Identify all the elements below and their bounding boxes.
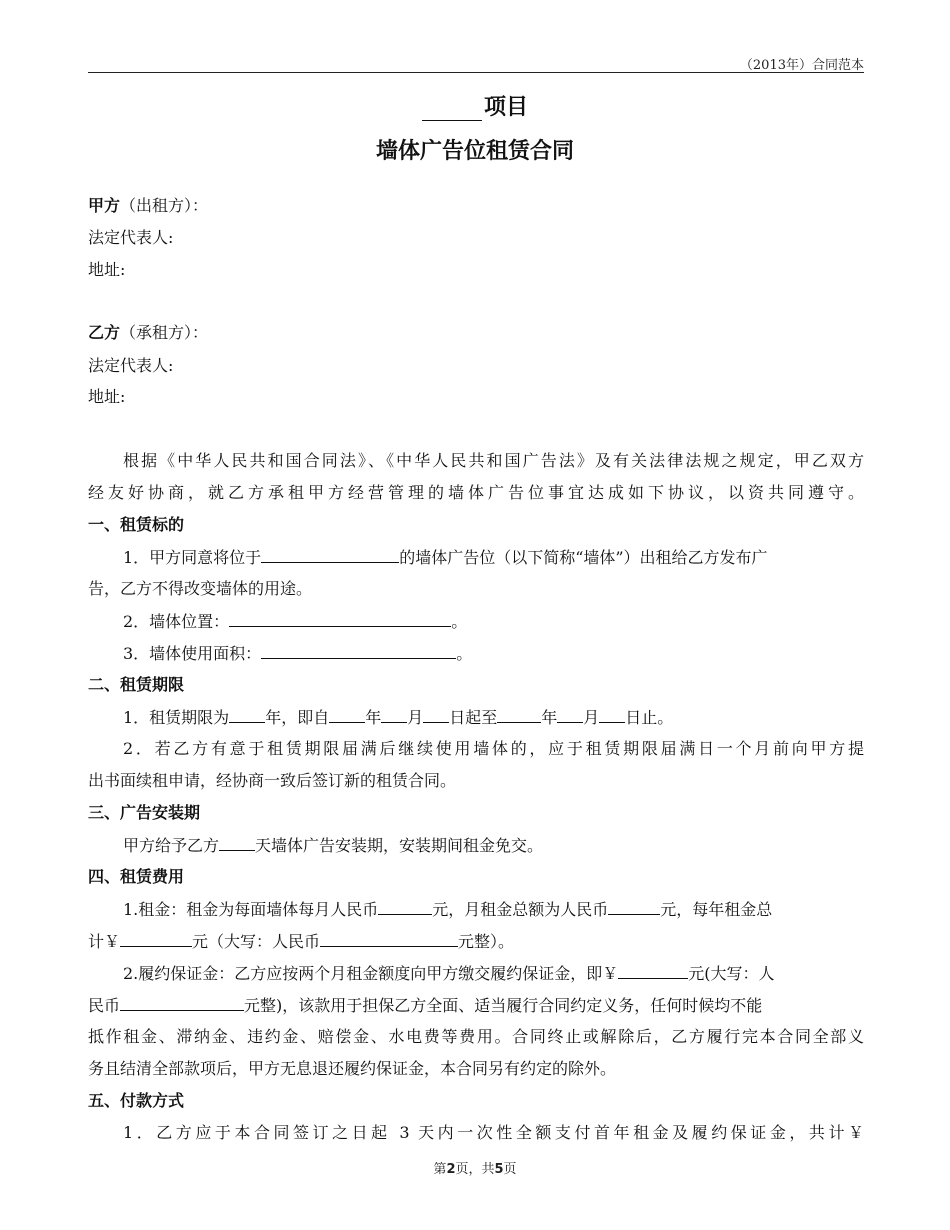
annual-rent-words-blank[interactable] (320, 931, 458, 947)
location-blank[interactable] (261, 547, 399, 563)
party-a-label: 甲方（出租方）： (88, 196, 209, 215)
monthly-rent-per-wall-blank[interactable] (378, 899, 432, 915)
page-number: 2 (446, 1162, 456, 1177)
title-line2: 墙体广告位租赁合同 (375, 139, 574, 164)
s1-clause1-line1: 1．甲方同意将位于 的墙体广告位（以下简称“墙体”）出租给乙方发布广 (123, 548, 768, 567)
monthly-rent-total-blank[interactable] (608, 899, 660, 915)
end-day-blank[interactable] (599, 707, 625, 723)
s1-clause2: 2．墙体位置： 。 (123, 612, 468, 631)
wall-position-blank[interactable] (229, 611, 451, 627)
s5-clause1: 1．乙方应于本合同签订之日起 3 天内一次性全额支付首年租金及履约保证金，共计￥ (123, 1123, 864, 1142)
party-b-rep: 法定代表人: (88, 356, 174, 375)
s4-clause2-line2: 民币 元整)，该款用于担保乙方全面、适当履行合同约定义务，任何时候均不能 (88, 996, 763, 1015)
s2-clause2-line2: 出书面续租申请，经协商一致后签订新的租赁合同。 (88, 771, 457, 790)
start-day-blank[interactable] (423, 707, 449, 723)
s2-clause2-line1: 2．若乙方有意于租赁期限届满后继续使用墙体的，应于租赁期限届满日一个月前向甲方提 (123, 739, 864, 758)
party-a-addr: 地址: (88, 260, 126, 279)
party-b-label: 乙方（承租方）： (88, 323, 209, 342)
header-text: （2013年）合同范本 (739, 58, 864, 73)
section3-heading: 三、广告安装期 (88, 803, 201, 822)
annual-rent-blank[interactable] (120, 931, 192, 947)
party-b-addr: 地址: (88, 387, 126, 406)
deposit-amount-blank[interactable] (618, 963, 688, 979)
s4-clause2-line1: 2.履约保证金：乙方应按两个月租金额度向甲方缴交履约保证金，即￥ 元(大写：人 (123, 964, 775, 983)
section2-heading: 二、租赁期限 (88, 675, 185, 694)
wall-area-blank[interactable] (261, 643, 456, 659)
deposit-words-blank[interactable] (120, 995, 244, 1011)
term-years-blank[interactable] (229, 707, 265, 723)
title-blank (422, 100, 482, 121)
preamble-line1: 根据《中华人民共和国合同法》、《中华人民共和国广告法》及有关法律法规之规定，甲乙双方 (123, 451, 864, 470)
header-divider (88, 72, 864, 73)
section4-heading: 四、租赁费用 (88, 867, 185, 886)
s1-clause1-line2: 告，乙方不得改变墙体的用途。 (88, 579, 313, 598)
page-total: 5 (494, 1162, 504, 1177)
section1-heading: 一、租赁标的 (88, 515, 185, 534)
s2-clause1: 1．租赁期限为 年，即自 年 月 日起至 年 月 日止。 (123, 708, 674, 727)
end-year-blank[interactable] (497, 707, 541, 723)
party-a-rep: 法定代表人: (88, 228, 174, 247)
end-month-blank[interactable] (557, 707, 583, 723)
s4-clause1-line1: 1.租金：租金为每面墙体每月人民币 元，月租金总额为人民币 元，每年租金总 (123, 900, 773, 919)
s1-clause3: 3．墙体使用面积： 。 (123, 644, 473, 663)
start-month-blank[interactable] (381, 707, 407, 723)
s4-clause1-line2: 计￥ 元（大写：人民币 元整）。 (88, 932, 515, 951)
s3-clause1: 甲方给予乙方 天墙体广告安装期，安装期间租金免交。 (123, 836, 544, 855)
title-line1: 项目 (0, 90, 950, 121)
preamble-line2: 经友好协商，就乙方承租甲方经营管理的墙体广告位事宜达成如下协议，以资共同遵守。 (88, 483, 864, 502)
page-footer: 第2页，共5页 (433, 1162, 517, 1177)
install-days-blank[interactable] (219, 835, 255, 851)
start-year-blank[interactable] (329, 707, 365, 723)
section5-heading: 五、付款方式 (88, 1091, 185, 1110)
s4-clause2-line4: 务且结清全部款项后，甲方无息退还履约保证金，本合同另有约定的除外。 (88, 1059, 617, 1078)
s4-clause2-line3: 抵作租金、滞纳金、违约金、赔偿金、水电费等费用。合同终止或解除后，乙方履行完本合同全部义 (88, 1027, 864, 1046)
